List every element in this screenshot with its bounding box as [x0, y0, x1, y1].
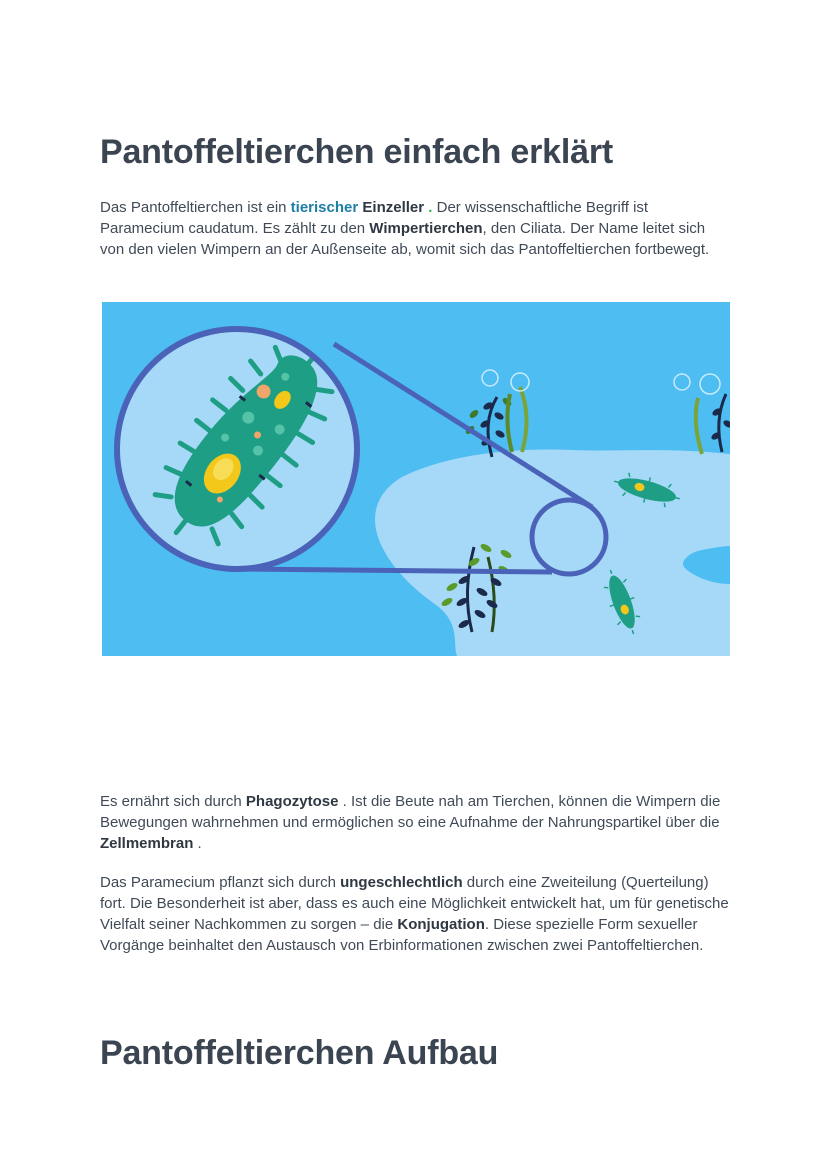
paramecium-illustration: [102, 302, 730, 656]
intro-text-5: , den Ciliata. Der Name leitet sich von den vielen Wimpern an der Außenseite ab, womit sich das Pantoffeltierchen fortbewegt.: [100, 220, 710, 258]
nutrition-text-2: . Ist die Beute nah am Tierchen, können die Wimpern die Bewegungen wahrnehmen und ermöglichen so eine Aufnahme der Nahrungspartikel über die: [100, 793, 721, 831]
intro-text-1: Das Pantoffeltierchen ist ein: [100, 199, 291, 216]
nutrition-text-3: .: [193, 835, 202, 852]
reproduction-paragraph: [100, 872, 732, 956]
term-konjugation: Konjugation: [397, 916, 485, 933]
term-einzeller: Einzeller: [362, 199, 425, 216]
magnify-small-circle: [532, 500, 606, 574]
green-period: .: [428, 199, 433, 216]
intro-text-4: Der wissenschaftliche Begriff ist Paramecium caudatum. Es zählt zu den: [100, 199, 649, 237]
nutrition-text-1: Es ernährt sich durch: [100, 793, 246, 810]
intro-paragraph: [100, 197, 732, 260]
term-wimpertierchen: Wimpertierchen: [369, 220, 483, 237]
term-zellmembran: Zellmembran: [100, 835, 194, 852]
section-heading-aufbau: Pantoffeltierchen Aufbau: [100, 1034, 499, 1072]
reproduction-text-1: Das Paramecium pflanzt sich durch: [100, 874, 341, 891]
reproduction-text-3: . Diese spezielle Form sexueller Vorgänge beinhaltet den Austausch von Erbinformationen zwischen zwei Pantoffeltierchen.: [100, 916, 704, 954]
term-phagozytose: Phagozytose: [245, 793, 339, 810]
link-tierischer[interactable]: tierischer: [290, 199, 359, 216]
term-ungeschlechtlich: ungeschlechtlich: [340, 874, 463, 891]
reproduction-text-2: durch eine Zweiteilung (Querteilung) fort. Die Besonderheit ist aber, dass es auch eine Möglichkeit entwickelt hat, um für genetische Vielfalt seiner Nachkommen zu sorgen – die: [100, 874, 729, 933]
nutrition-paragraph: [100, 791, 732, 854]
page-title: Pantoffeltierchen einfach erklärt: [100, 133, 613, 171]
